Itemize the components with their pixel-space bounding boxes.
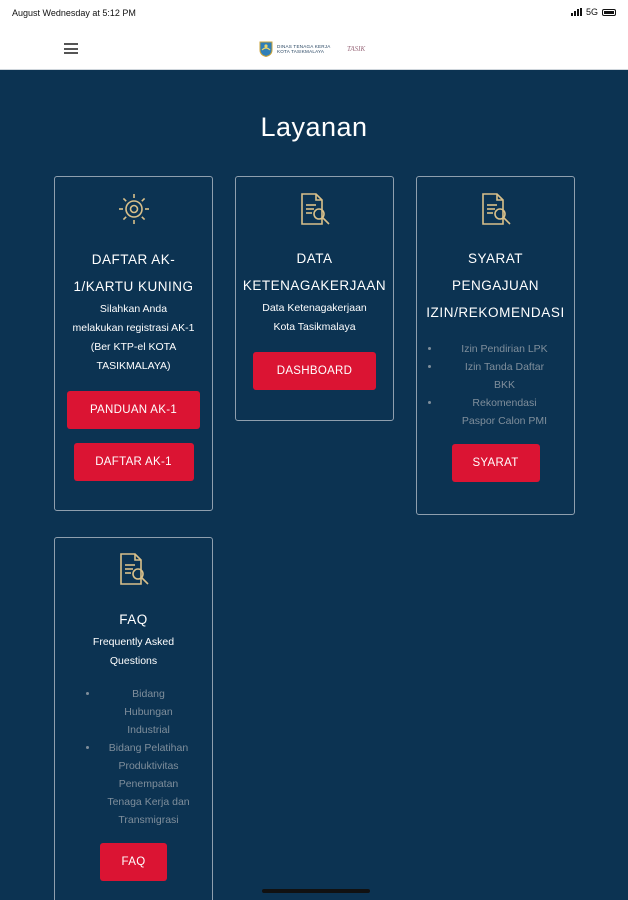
list-item — [441, 394, 568, 430]
card-title-line-1: SYARAT — [467, 251, 523, 266]
card-title — [236, 245, 393, 299]
logo-line-2: KOTA TASIKMALAYA — [277, 49, 325, 54]
gear-icon — [117, 192, 151, 226]
card-title-line-1: DATA — [296, 251, 333, 266]
syarat-list — [417, 340, 574, 430]
battery-icon — [602, 9, 616, 16]
panduan-ak1-button[interactable]: PANDUAN AK-1 — [67, 391, 200, 429]
list-item — [441, 340, 568, 358]
desc-line-1: Silahkan Anda — [99, 303, 168, 315]
logo-text — [277, 44, 343, 55]
desc-line-1: Frequently Asked — [92, 636, 175, 648]
card-description — [55, 633, 212, 671]
status-bar — [0, 0, 628, 26]
card-title — [55, 246, 212, 300]
card-title-line-1: DAFTAR AK- — [91, 252, 176, 267]
app-header — [0, 26, 628, 70]
list-item-line: BKK — [493, 379, 515, 391]
desc-line-2: Kota Tasikmalaya — [273, 321, 356, 333]
card-title-line-2: KETENAGAKERJAAN — [242, 278, 387, 293]
desc-line-4: TASIKMALAYA) — [96, 360, 171, 372]
list-item-line: Industrial — [127, 724, 170, 736]
list-item-line: Penempatan — [118, 778, 179, 790]
list-item — [99, 739, 198, 829]
syarat-button[interactable]: SYARAT — [452, 444, 540, 482]
card-faq — [54, 537, 213, 900]
city-emblem-icon — [259, 41, 273, 57]
list-item-line: Transmigrasi — [118, 814, 179, 826]
signal-icon — [571, 8, 582, 16]
list-item — [99, 685, 198, 739]
card-syarat-pengajuan — [416, 176, 575, 515]
status-indicators — [571, 7, 616, 17]
card-description — [236, 299, 393, 337]
list-item — [441, 358, 568, 394]
desc-line-2: melakukan registrasi AK-1 — [72, 322, 195, 334]
daftar-ak1-button[interactable]: DAFTAR AK-1 — [74, 443, 194, 481]
document-search-icon — [298, 192, 332, 228]
card-data-ketenagakerjaan — [235, 176, 394, 421]
document-search-icon — [479, 192, 513, 228]
desc-line-3: (Ber KTP-el KOTA — [90, 341, 177, 353]
list-item-line: Bidang Pelatihan — [108, 742, 189, 754]
status-time: August Wednesday at 5:12 PM — [12, 8, 136, 18]
card-title-line-3: IZIN/REKOMENDASI — [426, 305, 565, 320]
card-title-line-2: PENGAJUAN — [451, 278, 540, 293]
card-description — [55, 300, 212, 376]
list-item-line: Rekomendasi — [472, 397, 537, 409]
home-indicator — [262, 889, 370, 893]
faq-button[interactable]: FAQ — [100, 843, 167, 881]
page-title: Layanan — [260, 112, 368, 142]
card-title-line-2: 1/KARTU KUNING — [73, 279, 194, 294]
logo-line-1: DINAS TENAGA KERJA — [277, 43, 331, 49]
card-daftar-ak1 — [54, 176, 213, 511]
network-label: 5G — [585, 7, 598, 17]
card-title — [417, 245, 574, 326]
list-item-line: Izin Pendirian LPK — [461, 343, 548, 355]
list-item-line: Produktivitas — [118, 760, 179, 772]
list-item-line: Paspor Calon PMI — [461, 415, 548, 427]
list-item-line: Bidang — [132, 688, 165, 700]
dashboard-button[interactable]: DASHBOARD — [253, 352, 376, 390]
hamburger-menu-icon[interactable] — [64, 43, 78, 54]
desc-line-1: Data Ketenagakerjaan — [262, 302, 367, 314]
list-item-line: Hubungan — [124, 706, 173, 718]
faq-list — [55, 685, 212, 829]
list-item-line: Tenaga Kerja dan — [107, 796, 190, 808]
card-title: FAQ — [119, 612, 148, 627]
document-search-icon — [117, 552, 151, 588]
list-item-line: Izin Tanda Daftar — [464, 361, 545, 373]
desc-line-2: Questions — [109, 655, 158, 667]
logo-badge: TASIK — [347, 45, 366, 53]
dinas-logo[interactable] — [259, 40, 371, 58]
